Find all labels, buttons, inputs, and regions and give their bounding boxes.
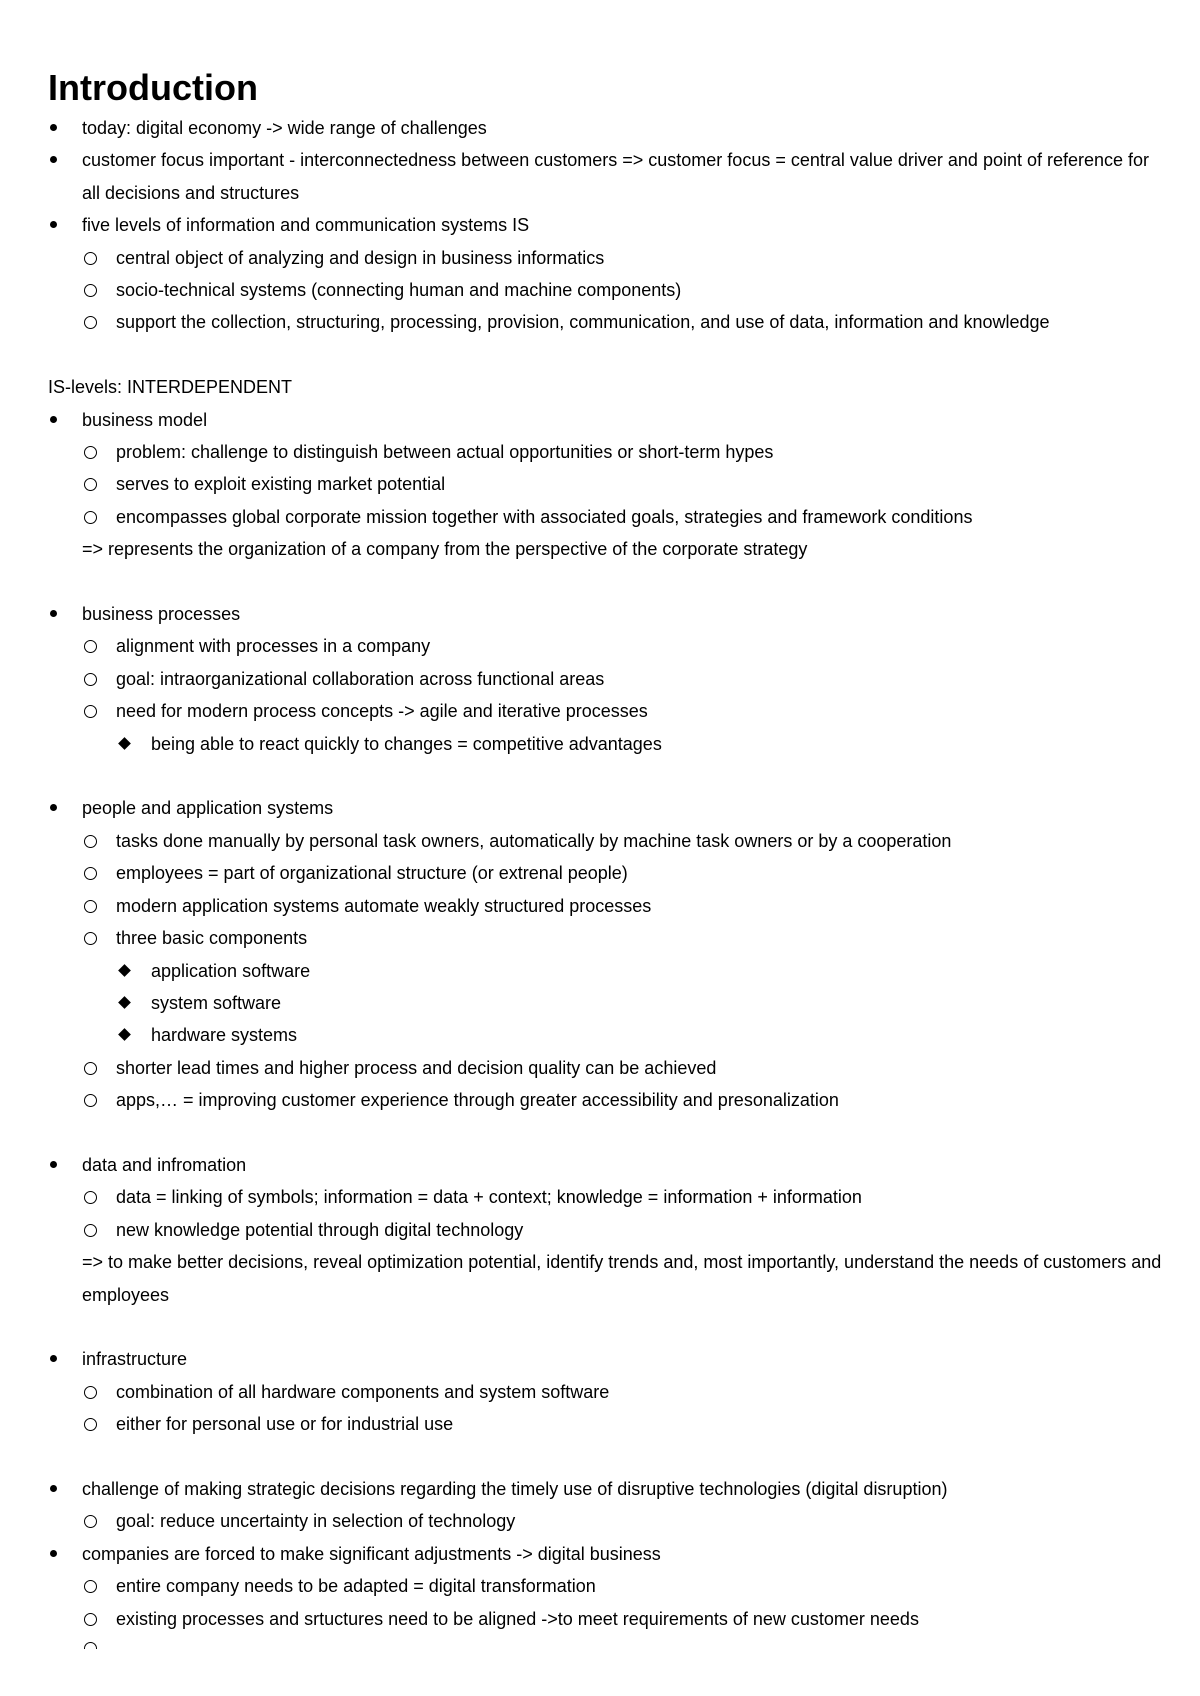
circle-bullet-icon [82, 890, 102, 922]
bullet-icon [48, 792, 68, 824]
sub-bullet-item: three basic components [48, 922, 1168, 954]
section-heading: IS-levels: INTERDEPENDENT [48, 377, 293, 398]
sub-bullet-item: entire company needs to be adapted = digital transformation [48, 1570, 1168, 1602]
circle-bullet-icon [82, 1408, 102, 1440]
document-page [48, 64, 1168, 1655]
sub-bullet-item: central object of analyzing and design in business informatics [48, 242, 1168, 274]
circle-bullet-icon [82, 922, 102, 954]
bullet-icon [48, 1343, 68, 1375]
sub-bullet-item: new knowledge potential through digital technology [48, 1214, 1168, 1246]
bullet-item: companies are forced to make significant adjustments -> digital business [48, 1538, 1168, 1570]
bullet-icon [48, 1538, 68, 1570]
page-title: Introduction [48, 67, 258, 108]
circle-bullet-icon [82, 1052, 102, 1084]
diamond-bullet-icon [117, 955, 137, 987]
sub-bullet-item: existing processes and srtuctures need to be aligned ->to meet requirements of new customer needs [48, 1603, 1168, 1635]
circle-bullet-icon [82, 857, 102, 889]
sub-bullet-item: combination of all hardware components and system software [48, 1376, 1168, 1408]
sub-bullet-item: modern application systems automate weakly structured processes [48, 890, 1168, 922]
sub-bullet-item: goal: intraorganizational collaboration across functional areas [48, 663, 1168, 695]
circle-bullet-icon [82, 501, 102, 533]
circle-bullet-icon [82, 1635, 102, 1655]
continuation-text: => represents the organization of a company from the perspective of the corporate strategy [82, 539, 808, 560]
bullet-item: challenge of making strategic decisions regarding the timely use of disruptive technologies (digital disruption) [48, 1473, 1168, 1505]
sub-bullet-item: tasks done manually by personal task owners, automatically by machine task owners or by a cooperation [48, 825, 1168, 857]
sub-sub-bullet-item: being able to react quickly to changes = competitive advantages [48, 728, 1168, 760]
sub-bullet-item: socio-technical systems (connecting human and machine components) [48, 274, 1168, 306]
circle-bullet-icon [82, 1505, 102, 1537]
sub-bullet-item: data = linking of symbols; information = data + context; knowledge = information + information [48, 1181, 1168, 1213]
sub-bullet-item: goal: reduce uncertainty in selection of technology [48, 1505, 1168, 1537]
sub-bullet-item: encompasses global corporate mission together with associated goals, strategies and framework conditions [48, 501, 1168, 533]
bullet-item: people and application systems [48, 792, 1168, 824]
bullet-icon [48, 112, 68, 144]
sub-sub-bullet-item: system software [48, 987, 1168, 1019]
sub-bullet-item: employees = part of organizational structure (or extrenal people) [48, 857, 1168, 889]
sub-bullet-item: problem: challenge to distinguish between actual opportunities or short-term hypes [48, 436, 1168, 468]
sub-bullet-item: alignment with processes in a company [48, 630, 1168, 662]
bullet-item: customer focus important - interconnectedness between customers => customer focus = central value driver and point of reference for all decisions and structures [48, 144, 1168, 209]
diamond-bullet-icon [117, 987, 137, 1019]
sub-sub-bullet-item: application software [48, 955, 1168, 987]
circle-bullet-icon [82, 1181, 102, 1213]
diamond-bullet-icon [117, 728, 137, 760]
sub-bullet-item: either for personal use or for industrial use [48, 1408, 1168, 1440]
sub-bullet-item: shorter lead times and higher process and decision quality can be achieved [48, 1052, 1168, 1084]
sub-sub-bullet-item: hardware systems [48, 1019, 1168, 1051]
circle-bullet-icon [82, 274, 102, 306]
circle-bullet-icon [82, 1214, 102, 1246]
circle-bullet-icon [82, 306, 102, 338]
circle-bullet-icon [82, 825, 102, 857]
circle-bullet-icon [82, 663, 102, 695]
diamond-bullet-icon [117, 1019, 137, 1051]
circle-bullet-icon [82, 695, 102, 727]
sub-bullet-item: support the collection, structuring, processing, provision, communication, and use of data, information and knowledge [48, 306, 1168, 338]
circle-bullet-icon [82, 1603, 102, 1635]
circle-bullet-icon [82, 630, 102, 662]
bullet-icon [48, 404, 68, 436]
sub-bullet-item: apps,… = improving customer experience through greater accessibility and presonalization [48, 1084, 1168, 1116]
bullet-icon [48, 598, 68, 630]
sub-bullet-item: need for modern process concepts -> agile and iterative processes [48, 695, 1168, 727]
bullet-item: business model [48, 404, 1168, 436]
circle-bullet-icon [82, 1084, 102, 1116]
circle-bullet-icon [82, 242, 102, 274]
circle-bullet-icon [82, 468, 102, 500]
bullet-icon [48, 1149, 68, 1181]
sub-bullet-item: serves to exploit existing market potential [48, 468, 1168, 500]
bullet-icon [48, 144, 68, 176]
bullet-item: business processes [48, 598, 1168, 630]
bullet-item: five levels of information and communication systems IS [48, 209, 1168, 241]
circle-bullet-icon [82, 436, 102, 468]
bullet-item: today: digital economy -> wide range of challenges [48, 112, 1168, 144]
bullet-icon [48, 209, 68, 241]
circle-bullet-icon [82, 1570, 102, 1602]
cut-off-bullet-item [48, 1635, 1168, 1655]
circle-bullet-icon [82, 1376, 102, 1408]
continuation-text: => to make better decisions, reveal optimization potential, identify trends and, most importantly, understand the needs of customers and employees [82, 1252, 1162, 1305]
bullet-item: data and infromation [48, 1149, 1168, 1181]
bullet-icon [48, 1473, 68, 1505]
bullet-item: infrastructure [48, 1343, 1168, 1375]
